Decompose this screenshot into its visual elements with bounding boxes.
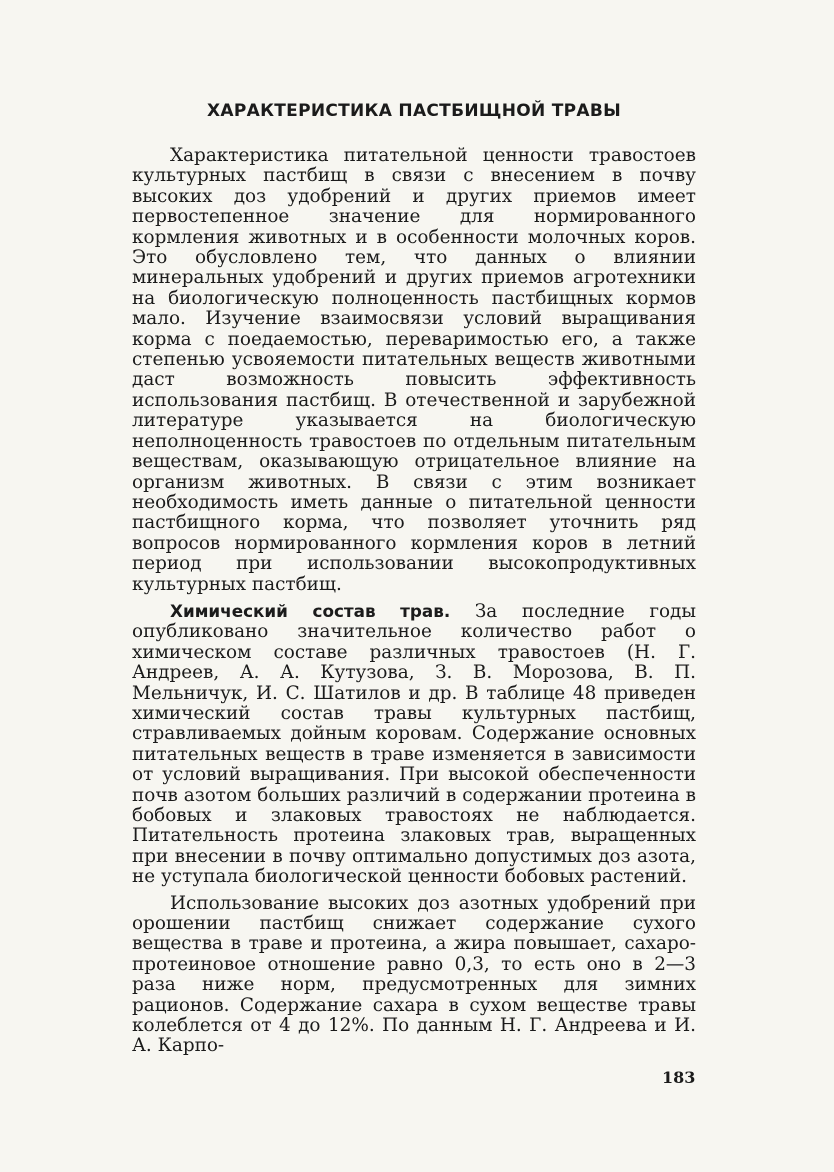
page-number: 183 [662, 1068, 696, 1087]
paragraph-3: Использование высоких доз азотных удобрений при орошении пастбищ снижает содержание сухого вещества в траве и протеина, а жира повышает, сахаро-протеиновое отношение равно 0,3, то есть оно в 2—3 раза ниже норм, предусмотренных для зимних рационов. Содержание сахара в сухом веществе травы колеблется от 4 до 12%. По данным Н. Г. Андреева и И. А. Карпо- [132, 892, 696, 1057]
paragraph-2 [132, 601, 696, 888]
paragraph-2-lead: Химический состав трав. [170, 600, 451, 621]
paragraph-2-body: За последние годы опубликовано значительное количество работ о химическом составе различных травостоев (Н. Г. Андреев, А. А. Кутузова, З. В. Морозова, В. П. Мельничук, И. С. Шатилов и др. В таблице 48 приведен химический состав травы культурных пастбищ, стравливаемых дойным коровам. Содержание основных питательных веществ в траве изменяется в зависимости от условий выращивания. При высокой обеспеченности почв азотом больших различий в содержании протеина в бобовых и злаковых травостоях не наблюдается. Питательность протеина злаковых трав, выращенных при внесении в почву оптимально допустимых доз азота, не уступала биологической ценности бобовых растений. [132, 600, 697, 888]
paragraph-1: Характеристика питательной ценности травостоев культурных пастбищ в связи с внесением в почву высоких доз удобрений и других приемов имеет первостепенное значение для нормированного кормления животных и в особенности молочных коров. Это обусловлено тем, что данных о влиянии минеральных удобрений и других приемов агротехники на биологическую полноценность пастбищных кормов мало. Изучение взаимосвязи условий выращивания корма с поедаемостью, переваримостью его, а также степенью усвояемости питательных веществ животными даст возможность повысить эффективность использования пастбищ. В отечественной и зарубежной литературе указывается на биологическую неполноценность травостоев по отдельным питательным веществам, оказывающую отрицательное влияние на организм животных. В связи с этим возникает необходимость иметь данные о питательной ценности пастбищного корма, что позволяет уточнить ряд вопросов нормированного кормления коров в летний период при использовании высокопродуктивных культурных пастбищ. [132, 145, 696, 595]
text-column [132, 98, 696, 1057]
section-title: ХАРАКТЕРИСТИКА ПАСТБИЩНОЙ ТРАВЫ [206, 101, 622, 121]
